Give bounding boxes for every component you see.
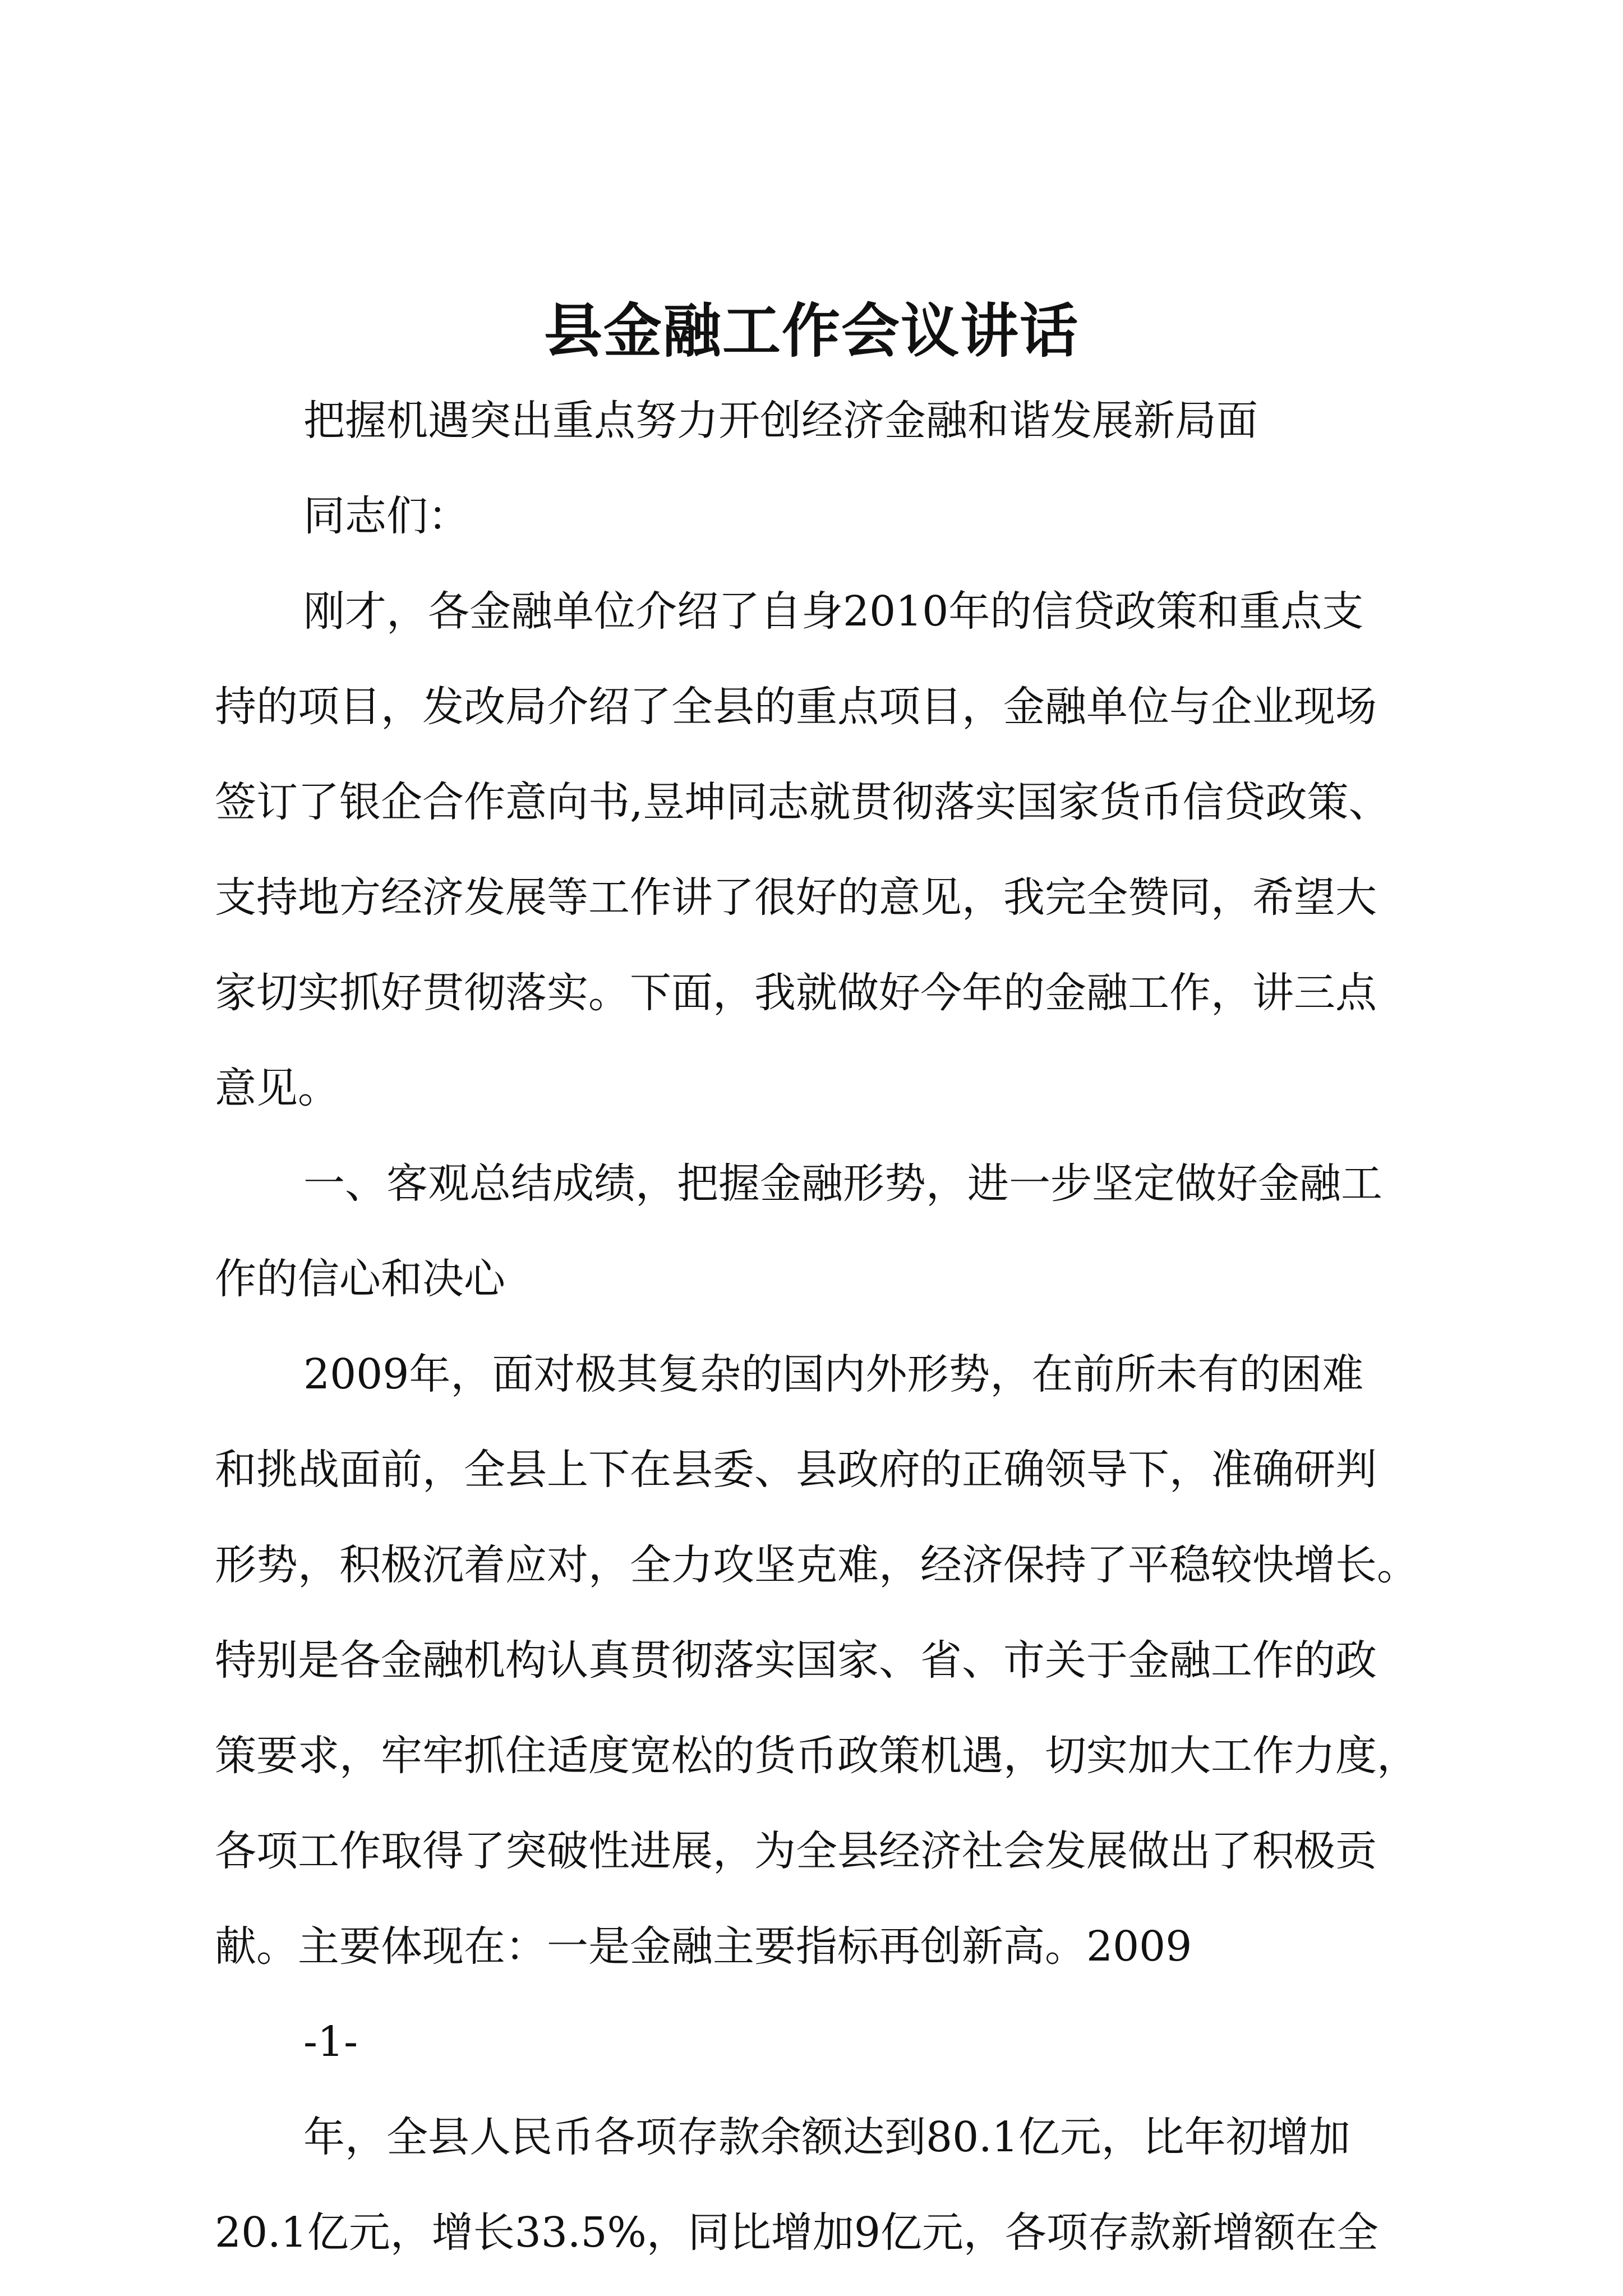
greeting: 同志们： [303, 492, 469, 540]
subtitle: 把握机遇突出重点努力开创经济金融和谐发展新局面 [303, 397, 1258, 445]
text-line: 年，全县人民币各项存款余额达到80.1亿元，比年初增加 [303, 2113, 1350, 2161]
text-line: 特别是各金融机构认真贯彻落实国家、省、市关于金融工作的政 [215, 1636, 1377, 1685]
page-marker: -1- [303, 2018, 358, 2066]
text-line: 形势，积极沉着应对，全力攻坚克难，经济保持了平稳较快增长。 [215, 1541, 1418, 1589]
text-line: 策要求，牢牢抓住适度宽松的货币政策机遇，切实加大工作力度， [215, 1732, 1418, 1780]
text-line: 20.1亿元，增长33.5%，同比增加9亿元，各项存款新增额在全 [215, 2208, 1378, 2257]
text-line: 支持地方经济发展等工作讲了很好的意见，我完全赞同，希望大 [215, 873, 1377, 922]
text-line: 意见。 [215, 1064, 339, 1112]
section-heading: 一、客观总结成绩，把握金融形势，进一步坚定做好金融工 [303, 1159, 1382, 1208]
text-line: 家切实抓好贯彻落实。下面，我就做好今年的金融工作，讲三点 [215, 969, 1377, 1017]
text-line: 签订了银企合作意向书,昱坤同志就贯彻落实国家货币信贷政策、 [215, 778, 1390, 826]
text-line: 持的项目，发改局介绍了全县的重点项目，金融单位与企业现场 [215, 683, 1377, 731]
section-heading: 作的信心和决心 [215, 1255, 505, 1303]
text-line: 献。主要体现在：一是金融主要指标再创新高。2009 [215, 1922, 1192, 1971]
page-title: 县金融工作会议讲话 [543, 296, 1079, 365]
text-line: 刚才，各金融单位介绍了自身2010年的信贷政策和重点支 [303, 587, 1364, 636]
text-line: 和挑战面前，全县上下在县委、县政府的正确领导下，准确研判 [215, 1446, 1377, 1494]
text-line: 各项工作取得了突破性进展，为全县经济社会发展做出了积极贡 [215, 1827, 1377, 1875]
text-line: 2009年，面对极其复杂的国内外形势，在前所未有的困难 [303, 1350, 1364, 1398]
